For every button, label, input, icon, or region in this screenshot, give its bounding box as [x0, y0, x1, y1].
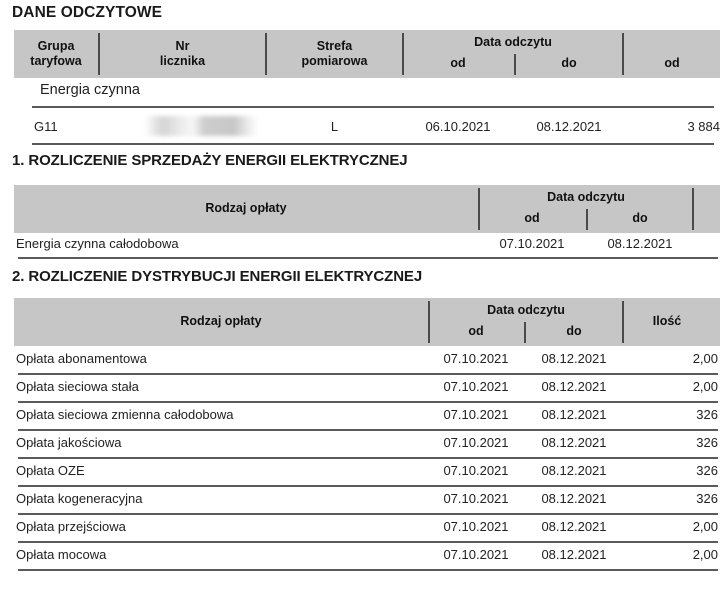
cell-date-to: 08.12.2021	[541, 351, 607, 366]
s2-header-reading-date-group: Data odczytu	[487, 303, 565, 317]
row-bottom-rule	[18, 569, 718, 571]
header-tariff-group-line1: Grupa	[37, 39, 75, 53]
table-row	[14, 542, 720, 570]
s2-header-reading-date-to: do	[566, 324, 582, 338]
cell-date-to: 08.12.2021	[541, 519, 607, 534]
cell-quantity: 2,00	[692, 547, 718, 562]
cell-date-to: 08.12.2021	[541, 463, 607, 478]
cell-fee-type: Opłata sieciowa zmienna całodobowa	[16, 407, 234, 422]
header-fee-type: Rodzaj opłaty	[180, 314, 262, 328]
reading-table-bottom-rule	[32, 143, 714, 145]
cell-date-to: 08.12.2021	[607, 236, 673, 251]
cell-date-from: 06.10.2021	[425, 119, 491, 134]
cell-meter-number-redacted	[145, 116, 259, 136]
header-measurement-zone-line1: Strefa	[316, 39, 353, 53]
cell-fee-type: Opłata abonamentowa	[16, 351, 147, 366]
header-tariff-group-line2: taryfowa	[30, 54, 82, 68]
cell-date-from: 07.10.2021	[443, 435, 509, 450]
cell-quantity: 2,00	[692, 351, 718, 366]
cell-counter-from: 3 884	[687, 119, 720, 134]
section-2-title: 2. ROZLICZENIE DYSTRYBUCJI ENERGII ELEKTRYCZNEJ	[12, 268, 423, 285]
table-row	[14, 402, 720, 430]
cell-tariff-group: G11	[34, 119, 58, 134]
cell-quantity: 326	[696, 407, 718, 422]
energy-distribution-table-header	[14, 298, 720, 346]
cell-date-to: 08.12.2021	[541, 491, 607, 506]
cell-date-from: 07.10.2021	[443, 407, 509, 422]
reading-table-header	[14, 30, 720, 78]
cell-date-from: 07.10.2021	[443, 547, 509, 562]
header-meter-number	[100, 30, 265, 78]
table-row	[14, 430, 720, 458]
cell-measurement-zone: L	[330, 119, 339, 134]
cell-quantity: 326	[696, 435, 718, 450]
s1-header-reading-date-group: Data odczytu	[547, 190, 625, 204]
cell-date-to: 08.12.2021	[536, 119, 602, 134]
header-reading-date-from: od	[450, 56, 466, 70]
header-meter-number-line2: licznika	[159, 54, 206, 68]
cell-date-from: 07.10.2021	[443, 463, 509, 478]
table-row	[14, 374, 720, 402]
cell-fee-type: Opłata przejściowa	[16, 519, 126, 534]
section-1-title: 1. ROZLICZENIE SPRZEDAŻY ENERGII ELEKTRYCZNEJ	[12, 152, 408, 169]
s2-header-reading-date-from: od	[468, 324, 484, 338]
cell-date-from: 07.10.2021	[443, 351, 509, 366]
cell-fee-type: Opłata sieciowa stała	[16, 379, 139, 394]
cell-fee-type: Opłata jakościowa	[16, 435, 122, 450]
table-row	[14, 458, 720, 486]
reading-data-table	[14, 30, 720, 145]
reading-group-label: Energia czynna	[40, 82, 140, 98]
header-meter-number-line1: Nr	[175, 39, 190, 53]
table-row	[14, 233, 720, 257]
table-row	[14, 486, 720, 514]
header-counter-from: od	[664, 56, 680, 70]
cell-fee-type: Energia czynna całodobowa	[16, 236, 179, 251]
energy-sale-table-header	[14, 185, 720, 233]
s1-bottom-rule	[18, 257, 718, 259]
cell-date-to: 08.12.2021	[541, 435, 607, 450]
cell-date-from: 07.10.2021	[443, 379, 509, 394]
table-row	[14, 108, 720, 143]
cell-date-to: 08.12.2021	[541, 407, 607, 422]
header-fee-type: Rodzaj opłaty	[205, 201, 287, 215]
s2-header-quantity: Ilość	[652, 314, 682, 328]
page-title: DANE ODCZYTOWE	[12, 4, 163, 21]
cell-date-from: 07.10.2021	[443, 491, 509, 506]
cell-fee-type: Opłata mocowa	[16, 547, 107, 562]
table-row	[14, 514, 720, 542]
header-measurement-zone	[267, 30, 402, 78]
header-tariff-group	[14, 30, 98, 78]
s1-header-divider-3	[692, 188, 694, 230]
cell-quantity: 2,00	[692, 379, 718, 394]
cell-fee-type: Opłata kogeneracyjna	[16, 491, 143, 506]
header-reading-date-group: Data odczytu	[474, 35, 552, 49]
cell-date-from: 07.10.2021	[443, 519, 509, 534]
cell-date-to: 08.12.2021	[541, 379, 607, 394]
cell-fee-type: Opłata OZE	[16, 463, 85, 478]
cell-quantity: 326	[696, 463, 718, 478]
header-measurement-zone-line2: pomiarowa	[301, 54, 368, 68]
energy-distribution-rows	[14, 346, 720, 573]
s1-header-reading-date-from: od	[524, 211, 540, 225]
energy-sale-table	[14, 185, 720, 257]
cell-quantity: 326	[696, 491, 718, 506]
cell-date-from: 07.10.2021	[499, 236, 565, 251]
cell-quantity: 2,00	[692, 519, 718, 534]
table-row	[14, 346, 720, 374]
cell-date-to: 08.12.2021	[541, 547, 607, 562]
header-reading-date-to: do	[561, 56, 577, 70]
energy-distribution-table	[14, 298, 720, 573]
s1-header-reading-date-to: do	[632, 211, 648, 225]
